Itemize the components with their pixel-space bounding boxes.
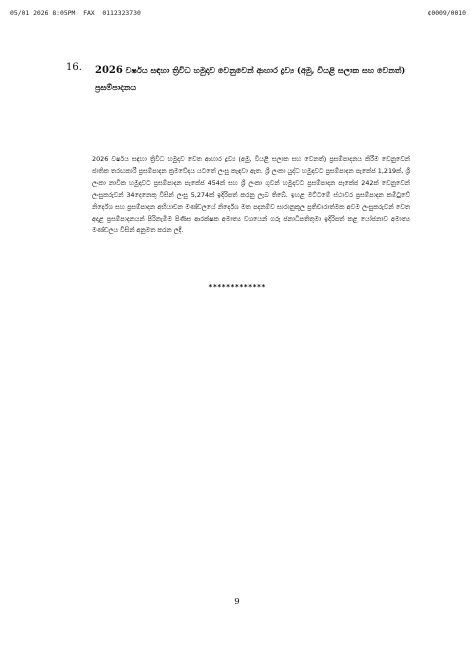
body-text xyxy=(92,154,410,237)
item-title-text: වර්ෂය සඳහා ත්‍රිවිධ හමුදාව වෙනුවෙන් ආහාර ද්‍රව්‍ය (අමු, වියළි සලාක සහ වෙනත්) ප්‍රසම්පාදනය xyxy=(95,65,406,92)
fax-header xyxy=(0,9,474,21)
fax-header-left: 05/01 2026 8:05PM FAX 0112323730 xyxy=(10,9,141,17)
body-paragraph: 2026 වර්ෂය සඳහා ත්‍රිවිධ හමුදාව වෙත ආහාර ද්‍රව්‍ය (අමු, වියළි සලාක සහ වෙනත්) ප්‍රසම්පාදනය කිරීම වෙනුවෙන් ජාතික තරඟකාරී ප්‍රසම්පාදන ක්‍රමවේදය යටතේ ලංසු කැඳවා ඇත. ශ්‍රී ලංකා යුද්ධ හමුදාවට ප්‍රසම්පාදන පැකේජ 1,219ක්, ශ්‍රී ලංකා නාවික හමුදාවට ප්‍රසම්පාදන පැකේජ 454ක් සහ ශ්‍රී ලංකා ගුවන් හමුදාවට ප්‍රසම්පාදන පැකේජ 242ක් වෙනුවෙන් ලංසුකරුවන් 34දෙනෙකු විසින් ලංසු 5,274ක් ඉදිරිපත් කරනු ලැබ තිබේ. ඉහළ මට්ටමේ ස්ථාවර ප්‍රසම්පාදන කමිටුවේ නිර්දේශ සහ ප්‍රසම්පාදන අභියාචන මණ්ඩලයේ නිර්දේශ මත පදනම්ව සාරානුකූල ප්‍රතිචාරාත්මක අවම ලංසුකරුවන් වෙත අදාළ ප්‍රසම්පාදනයන් පිරිනැමීම පිණිස ආරක්ෂක අමාත්‍ය වශයෙන් ගරු ජනාධිපතිතුමා ඉදිරිපත් කළ යෝජනාව අමාත්‍ය මණ්ඩලය විසින් අනුමත කරන ලදී. xyxy=(92,155,410,235)
fax-header-page-count: ¢0009/0010 xyxy=(427,9,466,17)
item-title-year: 2026 xyxy=(95,65,123,76)
page-number: 9 xyxy=(234,597,240,607)
section-separator: ************* xyxy=(208,283,266,291)
item-number: 16. xyxy=(66,62,82,73)
item-title xyxy=(95,62,411,95)
